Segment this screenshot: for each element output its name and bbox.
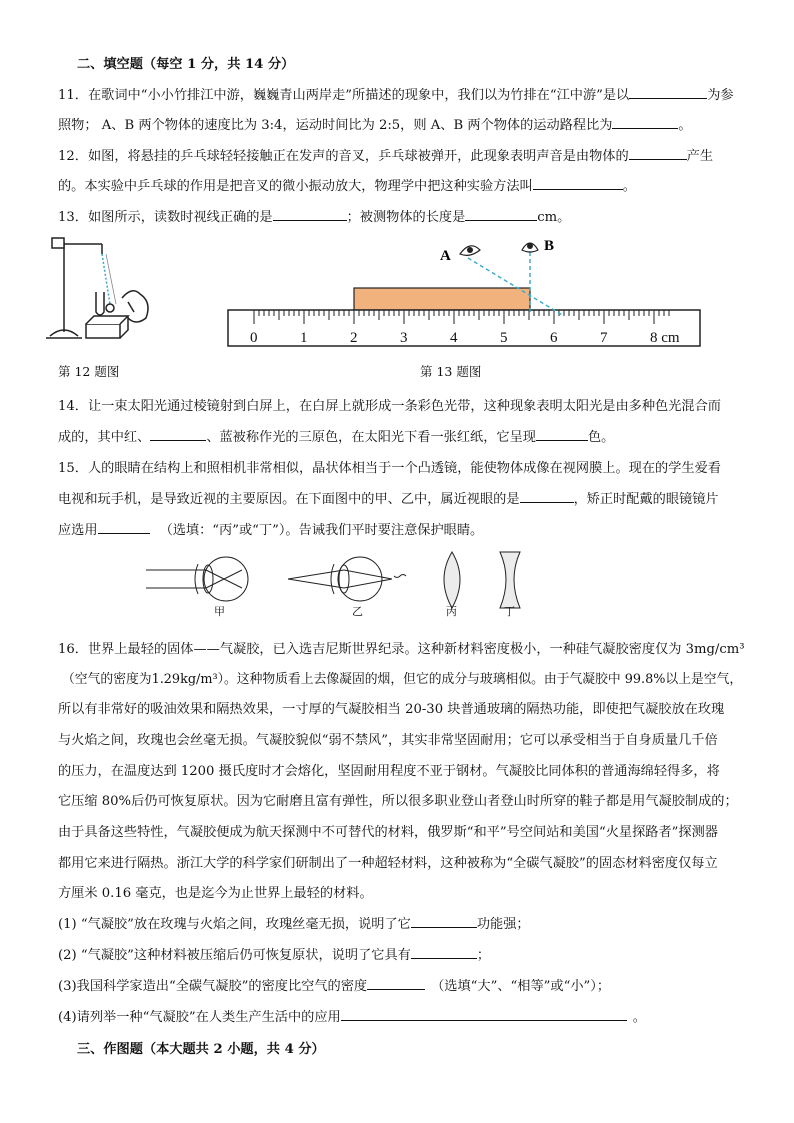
q13-text-c: cm。: [537, 210, 571, 225]
q13-text-b: ；被测物体的长度是: [346, 210, 466, 225]
eye-label-ding: 丁: [504, 606, 515, 618]
q16-sub-3-text-b: （选填“大”、“相等”或“小”）；: [431, 979, 611, 994]
q14-text-2c: 色。: [588, 430, 615, 445]
q15-text-3b: （选填：“丙”或“丁”）。告诫我们平时要注意保护眼睛。: [159, 523, 484, 538]
q16-blank-1[interactable]: [411, 915, 477, 928]
ruler-label: 5: [500, 330, 508, 346]
q13-text-a: 13．如图所示，读数时视线正确的是: [58, 210, 273, 225]
q15-text-2a: 电视和玩手机，是导致近视的主要原因。在下面图中的甲、乙中，属近视眼的是: [58, 492, 520, 507]
q15-text-2b: ，矫正时配戴的眼镜镜片: [573, 492, 719, 507]
fig13-ruler-diagram: [224, 232, 704, 350]
q14-text-2b: 、蓝被称作光的三原色，在太阳光下看一张红纸，它呈现: [206, 430, 536, 445]
fig12-caption: 第 12 题图: [58, 364, 120, 379]
q12-text-1a: 12．如图，将悬挂的乒乓球轻轻接触正在发声的音叉，乒乓球被弹开，此现象表明声音是由物体的: [58, 149, 629, 164]
eye-a-icon: [460, 246, 480, 256]
q16-blank-4[interactable]: [341, 1008, 627, 1021]
fig13-caption: 第 13 题图: [420, 364, 482, 379]
q16-sub-4: [58, 1006, 646, 1025]
q16-line-6: 它压缩 80%后仍可恢复原状。因为它耐磨且富有弹性，所以很多职业登山者登山时所穿的鞋子都是用气凝胶制成的；: [58, 794, 738, 809]
ruler-label: 6: [550, 330, 558, 346]
measured-object: [354, 288, 530, 310]
eye-b-icon: [522, 243, 538, 252]
eye-a-label: A: [440, 248, 451, 264]
q16-sub-1-text-a: (1) “气凝胶”放在玫瑰与火焰之间，玫瑰丝毫无损，说明了它: [58, 917, 411, 932]
q11-text-1b: 为参: [707, 88, 734, 103]
q16-sub-1-text-b: 功能强；: [476, 917, 530, 932]
q15-blank-1[interactable]: [520, 490, 574, 503]
q11-line-2: [58, 114, 692, 133]
ruler-label: 1: [300, 330, 308, 346]
q13-blank-2[interactable]: [465, 208, 537, 221]
q16-sub-4-text-b: 。: [632, 1010, 646, 1025]
q16-sub-3: [58, 975, 610, 994]
q12-line-2: [58, 175, 636, 194]
q11-text-1a: 11．在歌词中“小小竹排江中游，巍巍青山两岸走”所描述的现象中，我们以为竹排在“江中游”是以: [58, 88, 630, 103]
q15-text-3a: 应选用: [58, 523, 98, 538]
q11-blank-2[interactable]: [612, 116, 678, 129]
q16-sub-4-text-a: (4)请列举一种“气凝胶”在人类生产生活中的应用: [58, 1010, 341, 1025]
q16-line-9: 方厘米 0.16 毫克，也是迄今为止世界上最轻的材料。: [58, 886, 373, 901]
ruler-label: 4: [450, 330, 458, 346]
q12-text-2a: 的。本实验中乒乓球的作用是把音叉的微小振动放大，物理学中把这种实验方法叫: [58, 179, 533, 194]
q12-text-2b: 。: [622, 179, 636, 194]
q14-text-2a: 成的，其中红、: [58, 430, 151, 445]
q16-line-3: 所以有非常好的吸油效果和隔热效果，一寸厚的气凝胶相当 20-30 块普通玻璃的隔热功能，即使把气凝胶放在玫瑰: [58, 702, 725, 717]
fig12-tuning-fork-diagram: [40, 232, 160, 350]
q16-blank-2[interactable]: [411, 946, 477, 959]
q16-line-8: 都用它来进行隔热。浙江大学的科学家们研制出了一种超轻材料，这种被称为“全碳气凝胶”的固态材料密度仅每立: [58, 856, 718, 871]
q16-sub-2-text-a: (2) “气凝胶”这种材料被压缩后仍可恢复原状，说明了它具有: [58, 948, 411, 963]
q16-sub-3-text-a: (3)我国科学家造出“全碳气凝胶”的密度比空气的密度: [58, 979, 368, 994]
q16-sub-2-text-b: ；: [476, 948, 491, 963]
q12-blank-2[interactable]: [533, 177, 623, 190]
q16-sub-1: [58, 913, 530, 932]
eye-label-yi: 乙: [352, 606, 363, 618]
section-3-title: 三、作图题（本大题共 2 小题，共 4 分）: [77, 1042, 325, 1057]
q12-line-1: [58, 145, 713, 164]
q14-line-1: 14．让一束太阳光通过棱镜射到白屏上，在白屏上就形成一条彩色光带，这种现象表明太阳光是由多种色光混合而: [58, 399, 721, 414]
ruler-label: 8 cm: [650, 330, 680, 346]
q16-line-1: 16．世界上最轻的固体——气凝胶，已入选吉尼斯世界纪录。这种新材料密度极小，一种硅气凝胶密度仅为 3mg/cm³: [58, 642, 745, 657]
q16-line-4: 与火焰之间，玫瑰也会丝毫无损。气凝胶貌似“弱不禁风”，其实非常坚固耐用；它可以承受相当于自身质量几千倍: [58, 733, 718, 748]
ruler-label: 7: [600, 330, 608, 346]
q16-line-5: 的压力，在温度达到 1200 摄氏度时才会熔化，坚固耐用程度不亚于钢材。气凝胶比同体积的普通海绵轻得多，将: [58, 764, 720, 779]
q11-text-2b: 。: [678, 118, 692, 133]
q12-blank-1[interactable]: [629, 147, 687, 160]
section-2-title: 二、填空题（每空 1 分，共 14 分）: [77, 57, 295, 72]
q14-line-2: [58, 426, 614, 445]
q16-line-2: （空气的密度为1.29kg/m³）。这种物质看上去像凝固的烟，但它的成分与玻璃相似。由于气凝胶中 99.8%以上是空气，: [62, 672, 743, 687]
fig15-eye-diagram: [140, 542, 540, 618]
eye-label-jia: 甲: [214, 606, 225, 618]
q15-line-3: [58, 519, 483, 538]
q11-text-2a: 照物； A、B 两个物体的速度比为 3:4，运动时间比为 2:5，则 A、B 两个物体的运动路程比为: [58, 118, 613, 133]
q13-blank-1[interactable]: [273, 208, 347, 221]
q16-blank-3[interactable]: [367, 977, 425, 990]
ruler-label: 2: [350, 330, 358, 346]
q14-blank-2[interactable]: [536, 428, 588, 441]
q13-line: [58, 206, 570, 225]
q15-line-2: [58, 488, 719, 507]
ruler-label: 3: [400, 330, 408, 346]
q12-text-1b: 产生: [686, 149, 714, 164]
q11-blank-1[interactable]: [629, 86, 707, 99]
eye-b-label: B: [544, 238, 555, 254]
eye-label-bing: 丙: [446, 606, 457, 618]
ruler-label: 0: [250, 330, 258, 346]
q15-blank-2[interactable]: [98, 521, 150, 534]
q16-line-7: 由于具备这些特性，气凝胶便成为航天探测中不可替代的材料，俄罗斯“和平”号空间站和美国“火星探路者”探测器: [58, 825, 718, 840]
q11-line-1: [58, 84, 734, 103]
q14-blank-1[interactable]: [150, 428, 206, 441]
q15-line-1: 15．人的眼睛在结构上和照相机非常相似，晶状体相当于一个凸透镜，能使物体成像在视网膜上。现在的学生爱看: [58, 461, 721, 476]
q16-sub-2: [58, 944, 490, 963]
